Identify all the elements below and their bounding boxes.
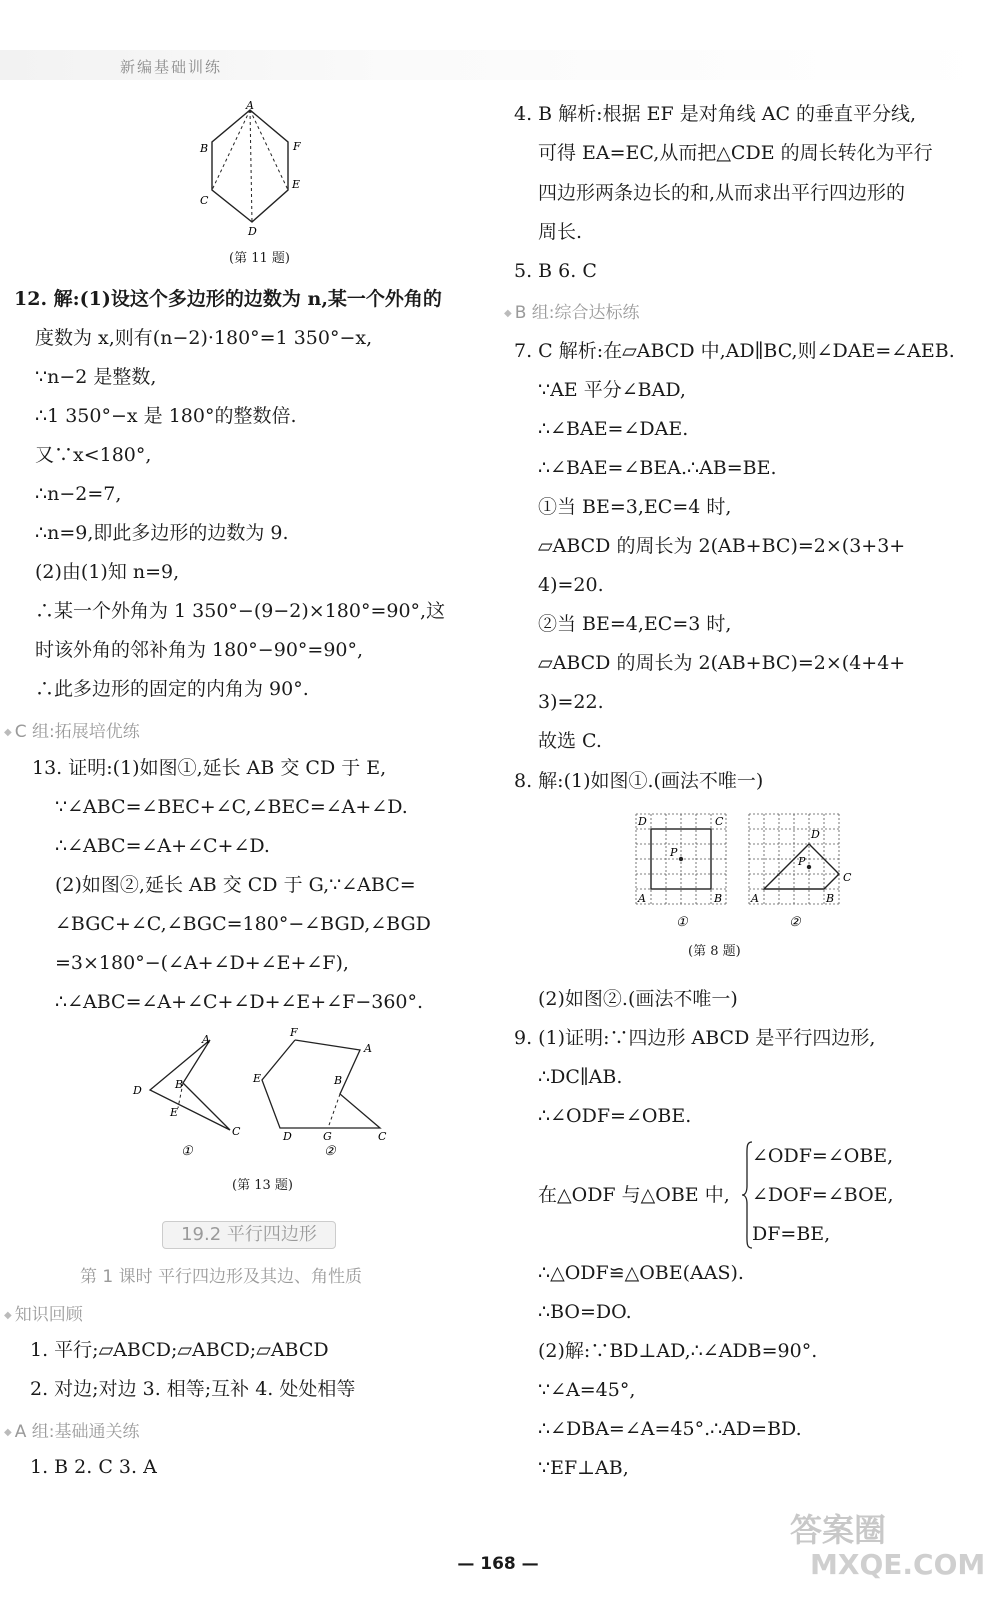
- fig11-label-b: B: [200, 142, 209, 155]
- figure-8-1: [630, 808, 740, 933]
- watermark-logo: 答案圈: [790, 1511, 887, 1549]
- q12-line-2: 度数为 x,则有(n−2)·180°=1 350°−x,: [35, 327, 373, 349]
- fig8a-label-b: B: [714, 892, 723, 905]
- section-b-heading: ◆ B 组:综合达标练: [504, 298, 640, 323]
- q5-6: 5. B 6. C: [514, 260, 597, 282]
- q7-line-8: ②当 BE=4,EC=3 时,: [538, 613, 732, 635]
- fig8a-label-d: D: [638, 815, 647, 828]
- q4-line-4: 周长.: [538, 221, 583, 243]
- q12-line-1: 12. 解:(1)设这个多边形的边数为 n,某一个外角的: [14, 288, 442, 310]
- fig13b-label-f: F: [290, 1026, 298, 1039]
- q12-line-3: ∵n−2 是整数,: [35, 366, 157, 388]
- q7-line-2: ∵AE 平分∠BAD,: [538, 379, 686, 401]
- q9-line-3: ∴∠ODF=∠OBE.: [538, 1105, 692, 1127]
- q9-line-9: ∵EF⊥AB,: [538, 1457, 629, 1479]
- fig13a-label-e: E: [170, 1106, 179, 1119]
- figure-8-2: [743, 808, 858, 933]
- fig8b-label-c: C: [843, 871, 852, 884]
- running-header: 新编基础训练: [120, 58, 223, 76]
- q9-line-6: (2)解:∵BD⊥AD,∴∠ADB=90°.: [538, 1340, 818, 1362]
- review-line-2: 2. 对边;对边 3. 相等;互补 4. 处处相等: [30, 1378, 356, 1400]
- fig8a-sub: ①: [676, 915, 688, 930]
- fig13b-label-e: E: [253, 1072, 262, 1085]
- q12-line-9: ∴某一个外角为 1 350°−(9−2)×180°=90°,这: [35, 600, 446, 622]
- q12-line-10: 时该外角的邻补角为 180°−90°=90°,: [35, 639, 364, 661]
- q12-line-6: ∴n−2=7,: [35, 483, 122, 505]
- fig8b-label-p: P: [798, 855, 806, 868]
- q9-line-7: ∵∠A=45°,: [538, 1379, 636, 1401]
- q7-line-9: ▱ABCD 的周长为 2(AB+BC)=2×(4+4+: [538, 652, 906, 674]
- fig13a-sub: ①: [181, 1144, 193, 1158]
- fig11-label-c: C: [200, 194, 209, 207]
- q13-line-3: ∴∠ABC=∠A+∠C+∠D.: [55, 835, 270, 857]
- page-number: — 168 —: [457, 1554, 539, 1574]
- fig11-label-d: D: [248, 225, 257, 238]
- figure-13-1: [128, 1028, 248, 1158]
- q4-line-2: 可得 EA=EC,从而把△CDE 的周长转化为平行: [538, 142, 933, 164]
- q9-line-8: ∴∠DBA=∠A=45°.∴AD=BD.: [538, 1418, 802, 1440]
- q13-line-4: (2)如图②,延长 AB 交 CD 于 G,∵∠ABC=: [55, 874, 416, 896]
- fig13a-label-d: D: [133, 1084, 142, 1097]
- fig13b-label-c: C: [378, 1130, 387, 1143]
- fig8b-label-a: A: [751, 892, 759, 905]
- figure-13-caption: (第 13 题): [232, 1178, 293, 1193]
- q9-system-lead: 在△ODF 与△OBE 中,: [538, 1184, 730, 1206]
- fig8b-label-b: B: [826, 892, 835, 905]
- q9-system-1: ∠ODF=∠OBE,: [752, 1145, 894, 1167]
- section-c-heading: ◆ C 组:拓展培优练: [4, 717, 140, 742]
- lesson-subtitle: 第 1 课时 平行四边形及其边、角性质: [80, 1267, 363, 1287]
- q12-line-5: 又∵x<180°,: [35, 444, 152, 466]
- fig8a-label-p: P: [670, 846, 678, 859]
- watermark-url: MXQE.COM: [810, 1548, 986, 1581]
- q7-line-3: ∴∠BAE=∠DAE.: [538, 418, 689, 440]
- review-line-1: 1. 平行;▱ABCD;▱ABCD;▱ABCD: [30, 1339, 329, 1361]
- q4-line-1: 4. B 解析:根据 EF 是对角线 AC 的垂直平分线,: [514, 103, 917, 125]
- section-review-heading: ◆ 知识回顾: [4, 1300, 83, 1325]
- q7-line-6: ▱ABCD 的周长为 2(AB+BC)=2×(3+3+: [538, 535, 906, 557]
- figure-11-caption: (第 11 题): [229, 251, 290, 266]
- fig11-label-a: A: [246, 100, 254, 112]
- fig13b-label-a: A: [364, 1042, 372, 1055]
- q13-line-2: ∵∠ABC=∠BEC+∠C,∠BEC=∠A+∠D.: [55, 796, 408, 818]
- q13-line-7: ∴∠ABC=∠A+∠C+∠D+∠E+∠F−360°.: [55, 991, 424, 1013]
- fig8b-sub: ②: [789, 915, 801, 930]
- fig11-label-e: E: [292, 178, 301, 191]
- q9-line-4: ∴△ODF≌△OBE(AAS).: [538, 1262, 744, 1284]
- q12-line-8: (2)由(1)知 n=9,: [35, 561, 180, 583]
- q7-line-10: 3)=22.: [538, 691, 604, 713]
- q9-line-5: ∴BO=DO.: [538, 1301, 632, 1323]
- section-a-heading: ◆ A 组:基础通关练: [4, 1417, 139, 1442]
- fig13b-label-d: D: [283, 1130, 292, 1143]
- q7-line-5: ①当 BE=3,EC=4 时,: [538, 496, 732, 518]
- q13-line-6: =3×180°−(∠A+∠D+∠E+∠F),: [55, 952, 349, 974]
- figure-11: [190, 100, 320, 240]
- q12-line-4: ∴1 350°−x 是 180°的整数倍.: [35, 405, 297, 427]
- fig8a-label-a: A: [638, 892, 646, 905]
- fig8a-label-c: C: [715, 815, 724, 828]
- q9-system-2: ∠DOF=∠BOE,: [752, 1184, 894, 1206]
- fig13b-label-b: B: [334, 1074, 343, 1087]
- q12-line-11: ∴此多边形的固定的内角为 90°.: [35, 678, 309, 700]
- figure-8-caption: (第 8 题): [688, 944, 741, 959]
- q13-line-5: ∠BGC+∠C,∠BGC=180°−∠BGD,∠BGD: [55, 913, 431, 935]
- fig13b-label-g: G: [323, 1130, 332, 1143]
- a-answers: 1. B 2. C 3. A: [30, 1456, 157, 1478]
- figure-13-2: [250, 1022, 400, 1158]
- fig13a-label-b: B: [175, 1078, 184, 1091]
- q7-line-7: 4)=20.: [538, 574, 604, 596]
- fig13a-label-a: A: [202, 1033, 210, 1046]
- fig11-label-f: F: [293, 140, 301, 153]
- lesson-title-badge: 19.2 平行四边形: [162, 1221, 336, 1249]
- q8-line-2: (2)如图②.(画法不唯一): [538, 988, 738, 1010]
- fig8b-label-d: D: [811, 828, 820, 841]
- q9-system-3: DF=BE,: [752, 1223, 831, 1245]
- fig13b-sub: ②: [324, 1144, 336, 1158]
- q13-line-1: 13. 证明:(1)如图①,延长 AB 交 CD 于 E,: [32, 757, 387, 779]
- q9-line-1: 9. (1)证明:∵四边形 ABCD 是平行四边形,: [514, 1027, 876, 1049]
- q7-line-1: 7. C 解析:在▱ABCD 中,AD∥BC,则∠DAE=∠AEB.: [514, 340, 955, 362]
- q12-line-7: ∴n=9,即此多边形的边数为 9.: [35, 522, 289, 544]
- q8-line-1: 8. 解:(1)如图①.(画法不唯一): [514, 770, 764, 792]
- q4-line-3: 四边形两条边长的和,从而求出平行四边形的: [538, 182, 906, 204]
- fig13a-label-c: C: [232, 1125, 241, 1138]
- q7-line-4: ∴∠BAE=∠BEA.∴AB=BE.: [538, 457, 777, 479]
- q7-line-11: 故选 C.: [538, 730, 602, 752]
- q9-line-2: ∴DC∥AB.: [538, 1066, 623, 1088]
